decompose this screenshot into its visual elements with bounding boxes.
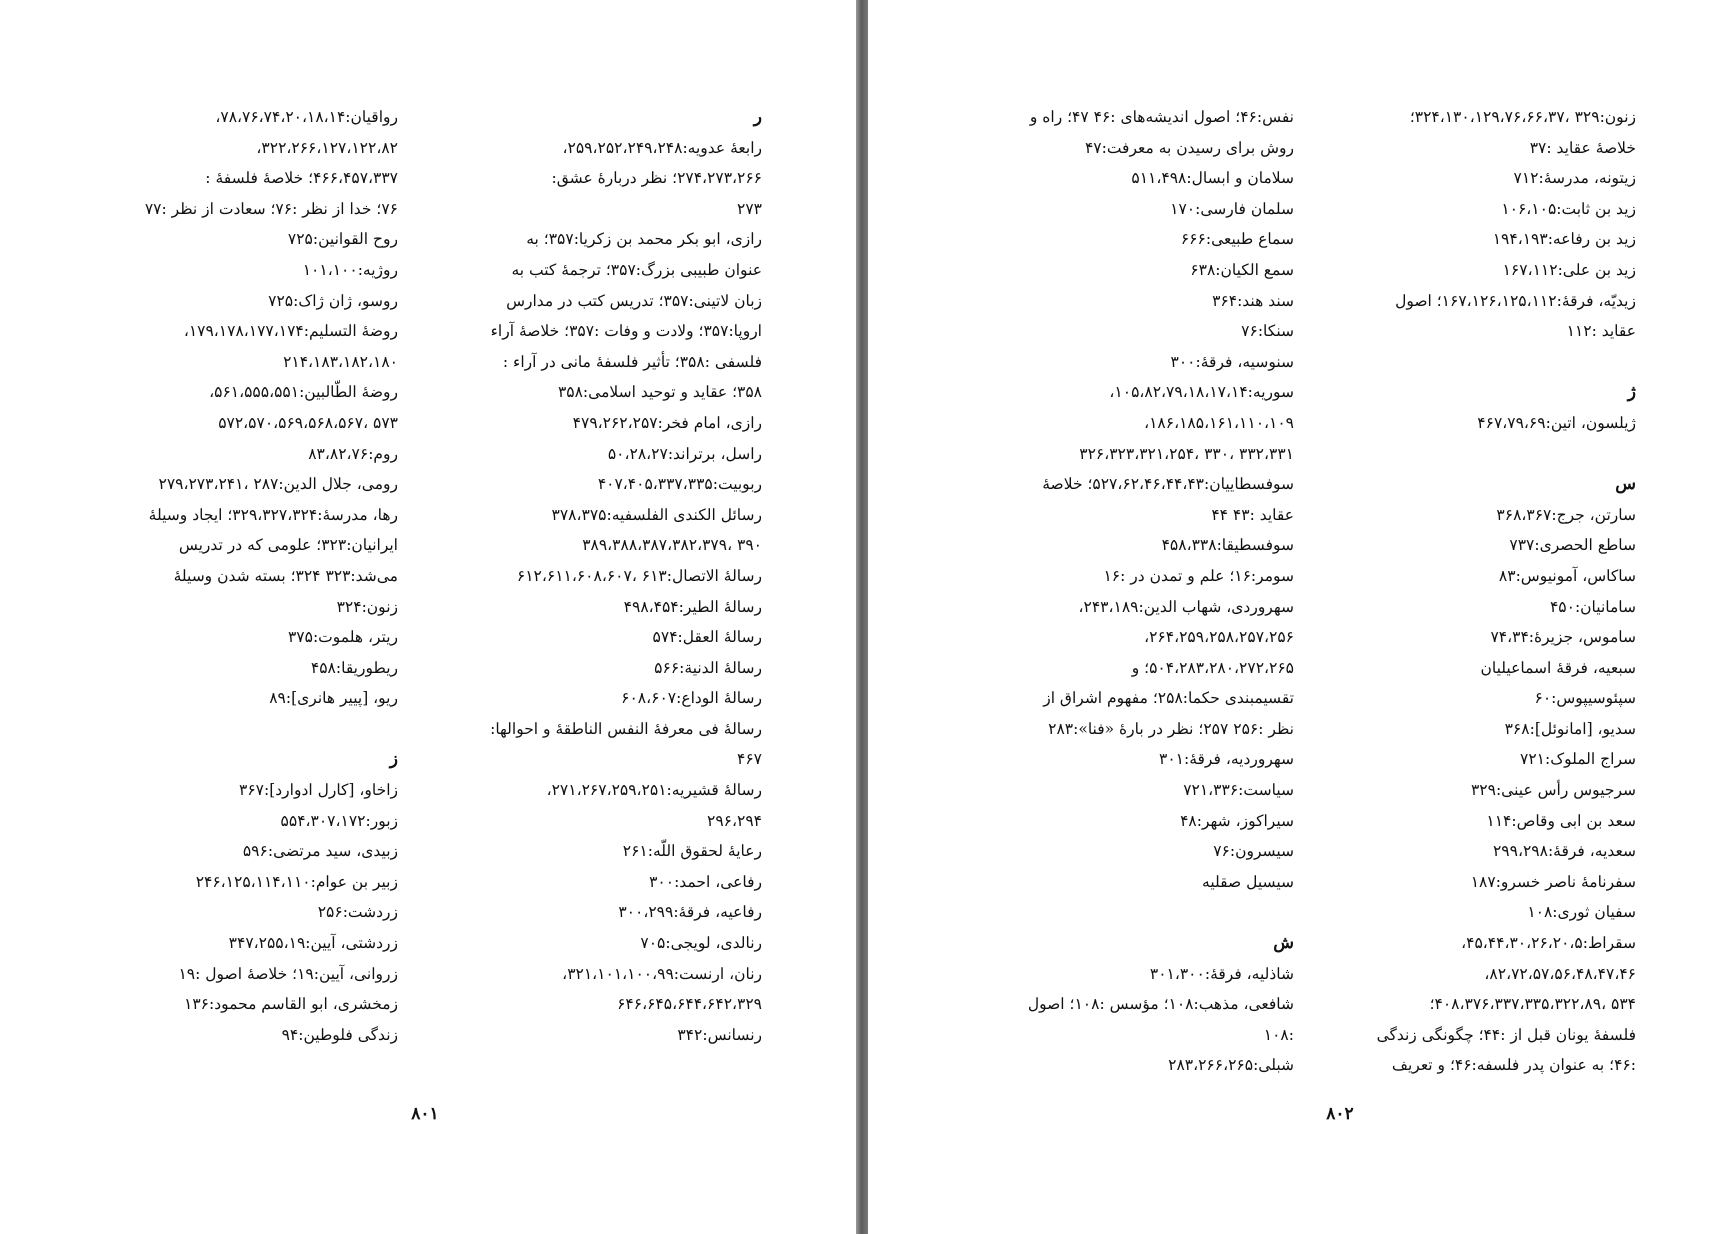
index-line: ربوبیت:۴۰۷،۴۰۵،۳۳۷،۳۳۵ xyxy=(597,475,762,494)
index-line: رابعهٔ عدویه:۲۵۹،۲۵۲،۲۴۹،۲۴۸، xyxy=(562,138,762,157)
index-line: زبیدی، سید مرتضی:۵۹۶ xyxy=(242,842,398,861)
index-line: ۲۹۶،۲۹۴ xyxy=(707,811,762,830)
index-line: ریتر، هلموت:۳۷۵ xyxy=(287,628,398,647)
index-line: رفاعیه، فرقهٔ:۳۰۰،۲۹۹ xyxy=(618,903,762,922)
index-line: ایرانیان:۳۲۳؛ علومی که در تدریس xyxy=(178,536,398,555)
right-page xyxy=(868,0,1714,1234)
index-line: نظر :۲۵۶ ۲۵۷؛ نظر در بارهٔ «فنا»:۲۸۳ xyxy=(1048,719,1294,738)
index-line: روسو، ژان ژاک:۷۲۵ xyxy=(268,291,398,310)
index-line: سراج الملوک:۷۲۱ xyxy=(1520,750,1636,769)
section-letter: ز xyxy=(389,749,398,770)
index-line: زردشتی، آیین:۳۴۷،۲۵۵،۱۹ xyxy=(228,934,398,953)
index-line: ۴۶۷ xyxy=(737,750,762,769)
index-line: زید بن رفاعه:۱۹۴،۱۹۳ xyxy=(1492,230,1636,249)
index-line: ۵۰۴،۲۸۳،۲۸۰،۲۷۲،۲۶۵؛ و xyxy=(1131,658,1294,677)
index-line: روژیه:۱۰۱،۱۰۰ xyxy=(302,260,398,279)
index-line: سند هند:۳۶۴ xyxy=(1212,291,1294,310)
left-page xyxy=(0,0,856,1234)
index-line: اروپا:۳۵۷؛ ولادت و وفات :۳۵۷؛ خلاصهٔ آراء xyxy=(490,322,762,341)
index-line: سپئوسیپوس:۶۰ xyxy=(1534,689,1636,708)
index-line: سفیان ثوری:۱۰۸ xyxy=(1527,903,1636,922)
index-line: زبان لاتینی:۳۵۷؛ تدریس کتب در مدارس xyxy=(506,291,762,310)
left-page-column-left xyxy=(68,102,398,1050)
index-line: سامانیان:۴۵۰ xyxy=(1549,597,1636,616)
index-line: سمع الکیان:۶۳۸ xyxy=(1190,260,1294,279)
index-line: سیاست:۷۲۱،۳۳۶ xyxy=(1183,781,1294,800)
index-line: رسالهٔ فی معرفهٔ النفس الناطقهٔ و احوالها: xyxy=(490,719,762,738)
index-line: زندگی فلوطین:۹۴ xyxy=(281,1025,398,1044)
index-line: رسالهٔ العقل:۵۷۴ xyxy=(652,628,762,647)
index-line: ساکاس، آمونیوس:۸۳ xyxy=(1498,566,1636,585)
index-line: ۳۳۲،۳۳۱ ،۳۳۰ ،۳۲۶،۳۲۳،۳۲۱،۲۵۴ xyxy=(1079,444,1294,463)
index-line: ۳۹۰ ،۳۸۹،۳۸۸،۳۸۷،۳۸۲،۳۷۹ xyxy=(582,536,762,555)
index-line: شافعی، مذهب:۱۰۸؛ مؤسس :۱۰۸؛ اصول xyxy=(1027,995,1294,1014)
index-line: رسالهٔ قشیریه:۲۷۱،۲۶۷،۲۵۹،۲۵۱، xyxy=(546,781,762,800)
index-line: ۵۳۴ ،۴۰۸،۳۷۶،۳۳۷،۳۳۵،۳۲۲،۸۹؛ xyxy=(1429,995,1636,1014)
index-line: تقسیمبندی حکما:۲۵۸؛ مفهوم اشراق از xyxy=(1043,689,1294,708)
index-line: سرجیوس رأس عینی:۳۲۹ xyxy=(1470,781,1636,800)
index-line: سقراط:۴۵،۴۴،۳۰،۲۶،۲۰،۵، xyxy=(1461,934,1636,953)
index-line: روم:۸۳،۸۲،۷۶ xyxy=(308,444,398,463)
left-page-number: ۸۰۱ xyxy=(411,1104,439,1124)
index-line: سومر:۱۶؛ علم و تمدن در :۱۶ xyxy=(1103,566,1294,585)
index-line: فلسفی :۳۵۸؛ تأثیر فلسفهٔ مانی در آراء : xyxy=(502,352,762,371)
section-letter: ش xyxy=(1273,933,1294,954)
index-line: سارتن، جرج:۳۶۸،۳۶۷ xyxy=(1496,505,1636,524)
right-page-number: ۸۰۲ xyxy=(1326,1104,1354,1124)
index-line: سعد بن ابی وقاص:۱۱۴ xyxy=(1486,811,1636,830)
index-line: رعایهٔ لحقوق اللّه:۲۶۱ xyxy=(622,842,762,861)
index-line xyxy=(1002,897,1294,928)
index-line: رسالهٔ الوداع:۶۰۸،۶۰۷ xyxy=(621,689,762,708)
index-line: سدیو، [امانوئل]:۳۶۸ xyxy=(1504,719,1636,738)
index-line: رسالهٔ الطیر:۴۹۸،۴۵۴ xyxy=(623,597,762,616)
index-line xyxy=(1344,439,1636,470)
index-line: سنکا:۷۶ xyxy=(1241,322,1294,341)
index-line: سلمان فارسی:۱۷۰ xyxy=(1170,199,1294,218)
index-line: ریطوریقا:۴۵۸ xyxy=(310,658,398,677)
index-line: شبلی:۲۸۳،۲۶۶،۲۶۵ xyxy=(1168,1056,1294,1075)
index-line: رازی، امام فخر:۴۷۹،۲۶۲،۲۵۷ xyxy=(572,413,762,432)
index-line: سوریه:۱۰۵،۸۲،۷۹،۱۸،۱۷،۱۴، xyxy=(1109,383,1294,402)
index-line: زردشت:۲۵۶ xyxy=(317,903,398,922)
index-line: :۱۰۸ xyxy=(1263,1025,1294,1044)
index-line: سلامان و ابسال:۵۱۱،۴۹۸ xyxy=(1131,169,1294,188)
index-line: ۷۶؛ خدا از نظر :۷۶؛ سعادت از نظر :۷۷ xyxy=(144,199,398,218)
index-line: زاخاو، [کارل ادوارد]:۳۶۷ xyxy=(239,781,398,800)
index-line: ۳۲۲،۲۶۶،۱۲۷،۱۲۲،۸۲، xyxy=(256,138,398,157)
index-line: ۸۲،۷۲،۵۷،۵۶،۴۸،۴۷،۴۶، xyxy=(1484,964,1636,983)
index-line: زروانی، آیین:۱۹؛ خلاصهٔ اصول :۱۹ xyxy=(178,964,398,983)
index-line: رها، مدرسهٔ:۳۲۹،۳۲۷،۳۲۴؛ ایجاد وسیلهٔ xyxy=(148,505,398,524)
index-line: زیدیّه، فرقهٔ:۱۶۷،۱۲۶،۱۲۵،۱۱۲؛ اصول xyxy=(1395,291,1636,310)
index-line: ریو، [پییر هانری]:۸۹ xyxy=(269,689,398,708)
index-line: رومی، جلال الدین:۲۸۷ ،۲۷۹،۲۷۳،۲۴۱ xyxy=(158,475,398,494)
index-line: روش برای رسیدن به معرفت:۴۷ xyxy=(1084,138,1294,157)
index-line: رنسانس:۳۴۲ xyxy=(677,1025,762,1044)
index-line: ژیلسون، اتین:۴۶۷،۷۹،۶۹ xyxy=(1477,413,1636,432)
index-line: ساموس، جزیرهٔ:۷۴،۳۴ xyxy=(1490,628,1636,647)
index-line: :۴۶؛ به عنوان پدر فلسفه:۴۶؛ و تعریف xyxy=(1391,1056,1636,1075)
index-line: می‌شد:۳۲۳ ۳۲۴؛ بسته شدن وسیلهٔ xyxy=(173,566,398,585)
index-line: سعدیه، فرقهٔ:۲۹۹،۲۹۸ xyxy=(1492,842,1636,861)
index-line: زبور:۵۵۴،۳۰۷،۱۷۲ xyxy=(280,811,398,830)
index-line: ۱۸۶،۱۸۵،۱۶۱،۱۱۰،۱۰۹، xyxy=(1144,413,1294,432)
index-line: زیتونه، مدرسهٔ:۷۱۲ xyxy=(1513,169,1636,188)
section-letter: ژ xyxy=(1627,382,1636,403)
index-line: رسائل الکندی الفلسفیه:۳۷۸،۳۷۵ xyxy=(551,505,762,524)
index-line: ۵۷۳ ،۵۷۲،۵۷۰،۵۶۹،۵۶۸،۵۶۷ xyxy=(218,413,398,432)
index-line: رنان، ارنست:۳۲۱،۱۰۱،۱۰۰،۹۹، xyxy=(562,964,762,983)
right-page-column-left xyxy=(1002,102,1294,1081)
index-line: رفاعی، احمد:۳۰۰ xyxy=(649,872,762,891)
index-line: زبیر بن عوام:۲۴۶،۱۲۵،۱۱۴،۱۱۰ xyxy=(195,872,398,891)
index-line: سفرنامهٔ ناصر خسرو:۱۸۷ xyxy=(1470,872,1636,891)
index-line: سیسیل صقلیه xyxy=(1202,872,1294,891)
index-line: ۲۱۴،۱۸۳،۱۸۲،۱۸۰ xyxy=(283,352,398,371)
index-line: عنوان طبیبی بزرگ:۳۵۷؛ ترجمهٔ کتب به xyxy=(511,260,762,279)
section-letter: س xyxy=(1615,474,1636,495)
book-gutter xyxy=(856,0,868,1234)
index-line: روضهٔ الطّالبین:۵۶۱،۵۵۵،۵۵۱، xyxy=(209,383,398,402)
index-line: زید بن ثابت:۱۰۶،۱۰۵ xyxy=(1501,199,1636,218)
index-line: نفس:۴۶؛ اصول اندیشه‌های :۴۶ ۴۷؛ راه و xyxy=(1029,108,1294,126)
index-line: ۴۶۶،۴۵۷،۳۳۷؛ خلاصهٔ فلسفهٔ : xyxy=(205,169,398,188)
index-line: سوفسطیقا:۴۵۸،۳۳۸ xyxy=(1161,536,1294,555)
left-page-column-right xyxy=(432,102,762,1050)
index-line: ۳۵۸؛ عقاید و توحید اسلامی:۳۵۸ xyxy=(557,383,762,402)
section-letter: ر xyxy=(753,107,762,127)
index-line: زید بن علی:۱۶۷،۱۱۲ xyxy=(1502,260,1636,279)
index-line: سیسرون:۷۶ xyxy=(1213,842,1294,861)
index-line: ۲۷۴،۲۷۳،۲۶۶؛ نظر دربارهٔ عشق: xyxy=(551,169,762,188)
index-line: ۲۶۴،۲۵۹،۲۵۸،۲۵۷،۲۵۶، xyxy=(1144,628,1294,647)
index-line: سبعیه، فرقهٔ اسماعیلیان xyxy=(1480,658,1636,677)
index-line: سنوسیه، فرقهٔ:۳۰۰ xyxy=(1170,352,1294,371)
index-line: ۲۷۳ xyxy=(737,199,762,218)
index-line: زنون:۳۲۴ xyxy=(336,597,398,616)
index-line: سهروردیه، فرقهٔ:۳۰۱ xyxy=(1159,750,1294,769)
index-line: عقاید :۴۳ ۴۴ xyxy=(1211,505,1294,524)
index-line: عقاید :۱۱۲ xyxy=(1566,322,1636,341)
index-line xyxy=(1344,347,1636,378)
index-line: زمخشری، ابو القاسم محمود:۱۳۶ xyxy=(184,995,398,1014)
index-line: رازی، ابو بکر محمد بن زکریا:۳۵۷؛ به xyxy=(526,230,762,249)
index-line: خلاصهٔ عقاید :۳۷ xyxy=(1529,138,1636,157)
index-line: راسل، برتراند:۵۰،۲۸،۲۷ xyxy=(607,444,762,463)
index-line: سماع طبیعی:۶۶۶ xyxy=(1180,230,1294,249)
index-line: رنالدی، لویجی:۷۰۵ xyxy=(640,934,762,953)
index-line: روضهٔ التسلیم:۱۷۹،۱۷۸،۱۷۷،۱۷۴، xyxy=(183,322,398,341)
index-line: سوفسطاییان:۵۲۷،۶۲،۴۶،۴۴،۴۳؛ خلاصهٔ xyxy=(1042,475,1294,494)
right-page-column-right xyxy=(1344,102,1636,1081)
index-line: ساطع الحصری:۷۳۷ xyxy=(1509,536,1636,555)
index-line: رواقیان:۷۸،۷۶،۷۴،۲۰،۱۸،۱۴، xyxy=(215,108,398,126)
index-line: زنون:۳۲۹ ،۳۲۴،۱۳۰،۱۲۹،۷۶،۶۶،۳۷؛ xyxy=(1409,108,1636,126)
index-line: سیراکوز، شهر:۴۸ xyxy=(1180,811,1294,830)
index-line: رسالهٔ الاتصال:۶۱۳ ،۶۱۲،۶۱۱،۶۰۸،۶۰۷ xyxy=(516,566,762,585)
index-line: فلسفهٔ یونان قبل از :۴۴؛ چگونگی زندگی xyxy=(1376,1025,1636,1044)
index-line xyxy=(68,714,398,745)
index-line: ۶۴۶،۶۴۵،۶۴۴،۶۴۲،۳۲۹ xyxy=(617,995,762,1014)
index-line: سهروردی، شهاب الدین:۲۴۳،۱۸۹، xyxy=(1078,597,1294,616)
index-line: شاذلیه، فرقهٔ:۳۰۱،۳۰۰ xyxy=(1149,964,1294,983)
index-line: روح القوانین:۷۲۵ xyxy=(287,230,398,249)
index-line: رسالهٔ الدنیة:۵۶۶ xyxy=(654,658,762,677)
